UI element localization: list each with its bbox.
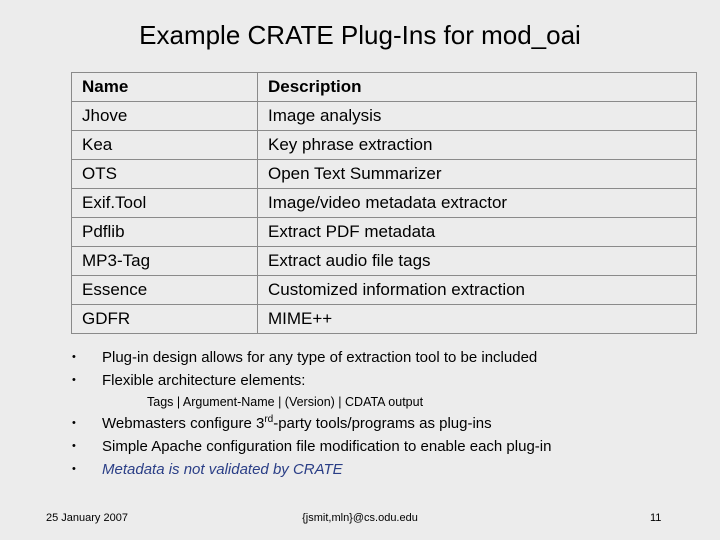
- bullet-text: Plug-in design allows for any type of extraction tool to be included: [102, 349, 538, 366]
- table-row: [72, 131, 697, 160]
- table-row: [72, 305, 697, 334]
- table-row: [72, 276, 697, 305]
- bullet-text: Webmasters configure 3rd-party tools/programs as plug-ins: [102, 414, 492, 432]
- table-row: [72, 218, 697, 247]
- cell-name: Pdflib: [72, 218, 258, 247]
- bullet-item: [72, 369, 672, 392]
- cell-description: Customized information extraction: [258, 276, 697, 305]
- bullet-item: [72, 412, 672, 435]
- plugin-table: [71, 72, 697, 334]
- bullet-text: Simple Apache configuration file modification to enable each plug-in: [102, 438, 552, 455]
- cell-description: Key phrase extraction: [258, 131, 697, 160]
- table-row: [72, 247, 697, 276]
- table-row: [72, 189, 697, 218]
- cell-name: Jhove: [72, 102, 258, 131]
- slide-title: Example CRATE Plug-Ins for mod_oai: [139, 20, 581, 50]
- header-description: Description: [258, 73, 697, 102]
- cell-name: Kea: [72, 131, 258, 160]
- bullet-marker: •: [72, 440, 76, 452]
- cell-description: Extract PDF metadata: [258, 218, 697, 247]
- table-header-row: [72, 73, 697, 102]
- bullet-marker: •: [72, 417, 76, 429]
- cell-name: Essence: [72, 276, 258, 305]
- table-row: [72, 102, 697, 131]
- table-row: [72, 160, 697, 189]
- cell-description: Open Text Summarizer: [258, 160, 697, 189]
- cell-description: Extract audio file tags: [258, 247, 697, 276]
- bullet-item: [72, 458, 672, 481]
- cell-description: Image/video metadata extractor: [258, 189, 697, 218]
- footer-page-number: 11: [650, 512, 662, 524]
- bullet-marker: •: [72, 374, 76, 386]
- bullet-marker: •: [72, 351, 76, 363]
- sub-bullet-text: Tags | Argument-Name | (Version) | CDATA output: [147, 395, 424, 409]
- cell-name: MP3-Tag: [72, 247, 258, 276]
- header-name: Name: [72, 73, 258, 102]
- footer-date: 25 January 2007: [46, 512, 128, 524]
- footer-email: {jsmit,mln}@cs.odu.edu: [302, 512, 418, 524]
- bullet-marker: •: [72, 463, 76, 475]
- cell-name: GDFR: [72, 305, 258, 334]
- bullet-item: [72, 346, 672, 369]
- bullet-list: [72, 346, 672, 481]
- bullet-text-italic: Metadata is not validated by CRATE: [102, 461, 343, 478]
- cell-name: Exif.Tool: [72, 189, 258, 218]
- bullet-text: Flexible architecture elements:: [102, 372, 306, 389]
- bullet-item: [72, 435, 672, 458]
- cell-description: MIME++: [258, 305, 697, 334]
- cell-name: OTS: [72, 160, 258, 189]
- cell-description: Image analysis: [258, 102, 697, 131]
